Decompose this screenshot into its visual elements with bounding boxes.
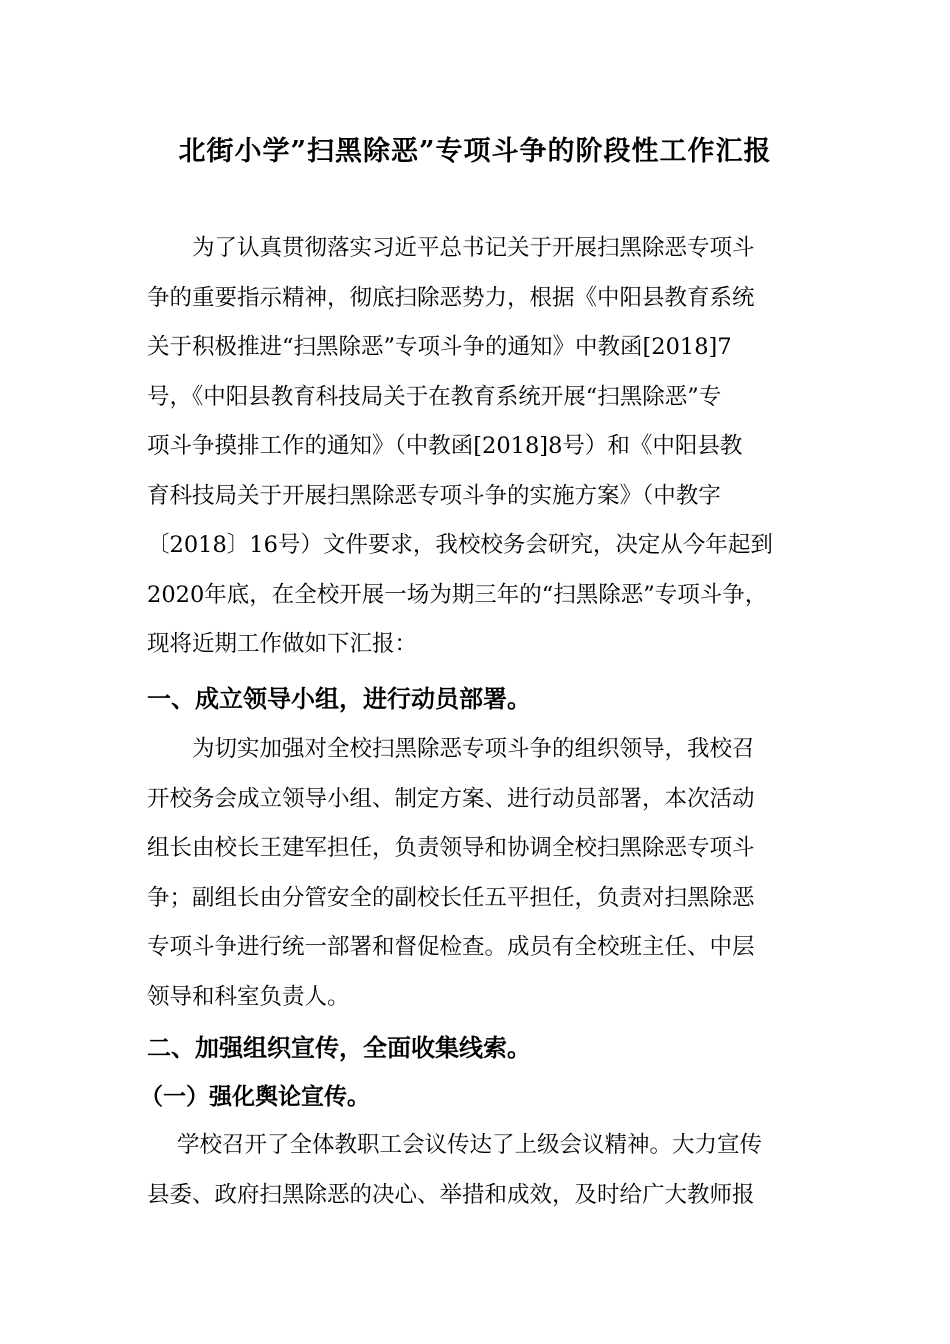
text-line: 项斗争摸排工作的通知》（中教函[2018]8号）和《中阳县教 [147, 433, 743, 459]
text-line: 号，《中阳县教育科技局关于在教育系统开展“扫黑除恶”专 [147, 383, 722, 410]
text-line: 育科技局关于开展扫黑除恶专项斗争的实施方案》（中教字 [147, 482, 721, 509]
text-line: 为了认真贯彻落实习近平总书记关于开展扫黑除恶专项斗 [192, 235, 755, 261]
text-line: 为切实加强对全校扫黑除恶专项斗争的组织领导，我校召 [192, 736, 755, 762]
text-line: 争的重要指示精神，彻底扫除恶势力，根据《中阳县教育系统 [147, 284, 755, 311]
text-line: 专项斗争进行统一部署和督促检查。成员有全校班主任、中层 [147, 934, 755, 960]
text-line: 领导和科室负责人。 [147, 983, 350, 1010]
subsection-heading-1: （一）强化舆论宣传。 [140, 1083, 370, 1110]
text-line: 〔2018〕16号）文件要求，我校校务会研究，决定从今年起到 [147, 532, 773, 558]
text-line: 2020年底，在全校开展一场为期三年的“扫黑除恶”专项斗争， [147, 581, 768, 608]
section-heading-1: 一、成立领导小组，进行动员部署。 [147, 684, 531, 713]
intro-paragraph [147, 224, 807, 670]
subsection1-paragraph [147, 1121, 807, 1220]
text-line: 争；副组长由分管安全的副校长任五平担任，负责对扫黑除恶 [147, 884, 755, 911]
section1-paragraph [147, 725, 807, 1022]
text-line: 关于积极推进“扫黑除恶”专项斗争的通知》中教函[2018]7 [147, 334, 732, 360]
text-line: 现将近期工作做如下汇报： [147, 631, 418, 657]
text-line: 县委、政府扫黑除恶的决心、举措和成效，及时给广大教师报 [147, 1181, 755, 1208]
text-line: 学校召开了全体教职工会议传达了上级会议精神。大力宣传 [177, 1132, 763, 1158]
text-line: 组长由校长王建军担任，负责领导和协调全校扫黑除恶专项斗 [147, 835, 755, 861]
section-heading-2: 二、加强组织宣传，全面收集线索。 [147, 1033, 531, 1062]
document-title: 北街小学”扫黑除恶”专项斗争的阶段性工作汇报 [178, 136, 772, 167]
text-line: 开校务会成立领导小组、制定方案、进行动员部署，本次活动 [147, 785, 755, 812]
